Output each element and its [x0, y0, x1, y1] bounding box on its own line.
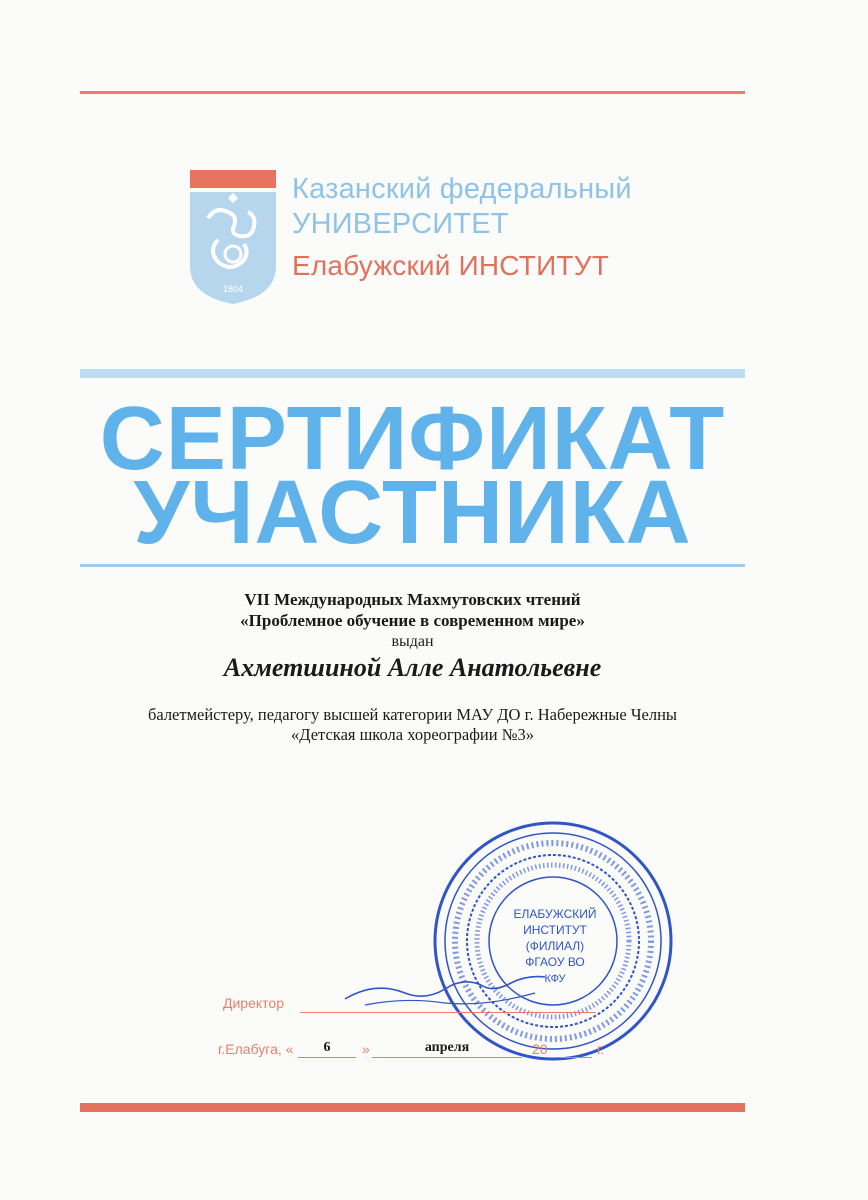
certificate-title-line1: СЕРТИФИКАТ [99, 389, 726, 489]
certificate-title-line2: УЧАСТНИКА [133, 463, 692, 563]
director-label: Директор [223, 995, 284, 1011]
university-name-line1: Казанский федеральный [292, 173, 632, 205]
recipient-position-line2: «Детская школа хореографии №3» [291, 725, 534, 744]
stamp-line5: КФУ [544, 973, 566, 985]
logo-red-bar [190, 170, 276, 188]
shield-emblem-icon [190, 192, 276, 304]
month-underline [372, 1057, 522, 1058]
stamp-line1: ЕЛАБУЖСКИЙ [513, 907, 597, 921]
day-underline [298, 1057, 356, 1058]
date-year-suffix: г. [597, 1041, 605, 1057]
recipient-position-line1: балетмейстеру, педагогу высшей категории МАУ ДО г. Набережные Челны [147, 705, 678, 724]
director-signature-line [300, 1012, 596, 1013]
date-day: 6 [323, 1040, 331, 1055]
official-stamp [430, 818, 676, 1064]
event-name-line2: «Проблемное обучение в современном мире» [240, 611, 585, 630]
stamp-line2: ИНСТИТУТ [523, 923, 587, 937]
university-name-line2: УНИВЕРСИТЕТ [292, 208, 509, 240]
date-month: апреля [424, 1040, 470, 1055]
logo-year: 1804 [222, 284, 244, 294]
city-date-prefix: г.Елабуга, « [218, 1041, 294, 1057]
event-name-line1: VII Международных Махмутовских чтений [244, 590, 581, 609]
top-red-rule [80, 91, 745, 94]
date-year-prefix: 20 [532, 1041, 548, 1057]
upper-blue-rule [80, 369, 745, 378]
recipient-name: Ахметшиной Алле Анатольевне [223, 653, 602, 682]
institute-name: Елабужский ИНСТИТУТ [292, 250, 610, 281]
issued-label: выдан [391, 633, 434, 650]
stamp-line3: (ФИЛИАЛ) [525, 939, 585, 953]
director-signature [335, 965, 575, 1025]
university-logo [190, 170, 630, 305]
date-quote-close: » [362, 1041, 370, 1057]
stamp-line4: ФГАОУ ВО [525, 955, 585, 969]
bottom-red-rule [80, 1103, 745, 1112]
lower-blue-rule [80, 564, 745, 567]
year-underline [560, 1057, 592, 1058]
